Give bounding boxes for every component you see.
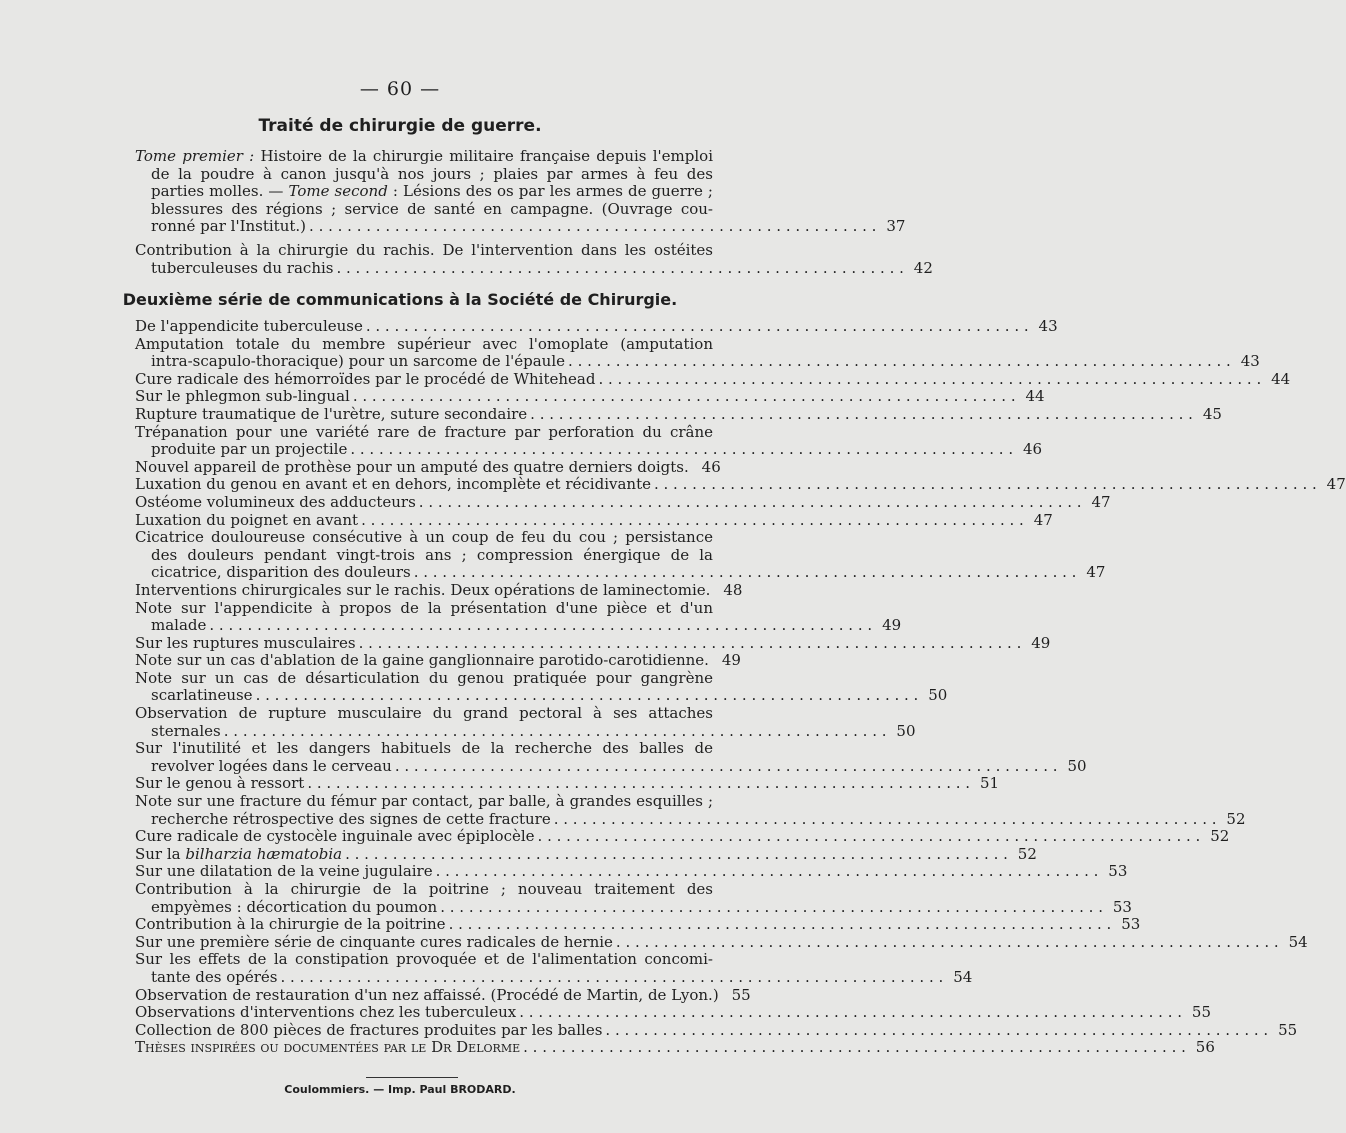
- entry-text: Sur la: [135, 844, 186, 863]
- entry-line-leader: [135, 633, 1051, 653]
- footer-rule: [366, 1077, 458, 1078]
- entry-text: Nouvel appareil de prothèse pour un amputé des quatre derniers doigts.: [135, 457, 689, 476]
- section-traite-entries: [135, 147, 933, 277]
- communications-list: [135, 317, 1346, 1057]
- entry-line: Observation de rupture musculaire du grand pectoral à ses attaches: [135, 704, 713, 723]
- section-title-deuxieme-serie: Deuxième série de communications à la Société de Chirurgie.: [122, 290, 678, 309]
- page-ref: 43: [1038, 317, 1058, 335]
- entry-text: Luxation du poignet en avant: [135, 510, 359, 529]
- entry-text: Contribution à la chirurgie de la poitrine: [135, 915, 446, 934]
- entry-line-leader: [135, 844, 1037, 864]
- page-ref: 53: [1112, 897, 1132, 916]
- entry-line-leader: [135, 404, 1222, 424]
- page-ref: 55: [1278, 1020, 1298, 1039]
- page-ref: 48: [723, 580, 743, 599]
- dot-leader: . . . . . . . . . . . . . . . . . . . . . . . . . . . . . . . . . . . . . . . . . . . . . . . . . . . . . . . . . . . . . . . . . . . . . .: [307, 774, 971, 793]
- dot-leader: . . . . . . . . . . . . . . . . . . . . . . . . . . . . . . . . . . . . . . . . . . . . . . . . . . . . . . . . . . . . . . . . . . . . . .: [553, 809, 1217, 828]
- dot-leader: . . . . . . . . . . . . . . . . . . . . . . . . . . . . . . . . . . . . . . . . . . . . . . . . . . . . . . . . . . . . . . . . . . . . . .: [615, 932, 1279, 951]
- page-ref: 51: [979, 774, 1000, 793]
- entry-text: malade: [151, 616, 207, 635]
- dot-leader: . . . . . . . . . . . . . . . . . . . . . . . . . . . . . . . . . . . . . . . . . . . . . . . . . . . . . . . . . . . . . . . . . . . . . .: [345, 844, 1008, 863]
- dot-leader: . . . . . . . . . . . . . . . . . . . . . . . . . . . . . . . . . . . . . . . . . . . . . . . . . . . . . . . . . . . . . . . . . . . . . .: [653, 475, 1317, 494]
- dot-leader: . . . . . . . . . . . . . . . . . . . . . . . . . . . . . . . . . . . . . . . . . . . . . . . . . . . . . . . . . . . . . . . . . . . . . .: [361, 510, 1024, 529]
- entry-text: Sur une première série de cinquante cures radicales de hernie: [135, 932, 613, 951]
- dot-leader: . . . . . . . . . . . . . . . . . . . . . . . . . . . . . . . . . . . . . . . . . . . . . . . . . . . . . . . . . . . . . . . . . . . . . .: [530, 404, 1193, 423]
- entry-line-leader: [135, 967, 973, 987]
- dot-leader: . . . . . . . . . . . . . . . . . . . . . . . . . . . . . . . . . . . . . . . . . . . . . . . . . . . . . . . . . . . .: [336, 258, 904, 277]
- entry-line: Contribution à la chirurgie du rachis. De l'intervention dans les ostéites: [135, 240, 713, 259]
- entry-line-leader: [135, 932, 1308, 952]
- entry-line: Sur les effets de la constipation provoquée et de l'alimentation concomi-: [135, 950, 713, 969]
- page-ref: 55: [1191, 1003, 1212, 1022]
- dot-leader: . . . . . . . . . . . . . . . . . . . . . . . . . . . . . . . . . . . . . . . . . . . . . . . . . . . . . . . . . . . . . . . . . . . . . .: [440, 897, 1103, 916]
- page-ref: 47: [1033, 510, 1053, 529]
- dot-leader: . . . . . . . . . . . . . . . . . . . . . . . . . . . . . . . . . . . . . . . . . . . . . . . . . . . . . . . . . . . . . . . . . . . . . .: [418, 492, 1082, 511]
- entry-line-leader: [135, 492, 1111, 512]
- tome-premier-label: Tome premier :: [135, 147, 255, 165]
- entry-text: Rupture traumatique de l'urètre, suture secondaire: [135, 404, 528, 423]
- entry-line-leader: [135, 352, 1260, 371]
- entry-text: Cure radicale des hémorroïdes par le procédé de Whitehead: [135, 369, 596, 388]
- entry-text: produite par un projectile: [151, 440, 348, 459]
- entry-text: parties molles. —: [151, 182, 284, 201]
- page-ref: 47: [1086, 563, 1106, 582]
- dot-leader: . . . . . . . . . . . . . . . . . . . . . . . . . . . . . . . . . . . . . . . . . . . . . . . . . . . . . . . . . . . . . . . . . . . . . .: [365, 317, 1029, 335]
- entry-text: sternales: [151, 721, 221, 740]
- entry-line-leader: [135, 1020, 1298, 1040]
- page-ref: 37: [886, 217, 906, 236]
- entry-line-leader: [135, 563, 1106, 582]
- entry-text: cicatrice, disparition des douleurs: [151, 563, 411, 582]
- entry-line: Amputation totale du membre supérieur avec l'omoplate (amputation: [135, 334, 713, 353]
- entry-line: Trépanation pour une variété rare de fracture par perforation du crâne: [135, 422, 713, 441]
- dot-leader: . . . . . . . . . . . . . . . . . . . . . . . . . . . . . . . . . . . . . . . . . . . . . . . . . . . . . . . . . . . . . . . . . . . . . .: [350, 440, 1014, 459]
- page-ref: 50: [896, 721, 916, 740]
- page-ref: 56: [1195, 1038, 1215, 1057]
- entry-text: Interventions chirurgicales sur le rachis. Deux opérations de laminectomie.: [135, 580, 711, 599]
- page-number: — 60 —: [359, 78, 441, 100]
- page-ref: 50: [928, 686, 948, 705]
- section-title-traite: Traité de chirurgie de guerre.: [258, 116, 542, 136]
- entry-line: blessures des régions ; service de santé en campagne. (Ouvrage cou-: [151, 199, 713, 218]
- entry-line: Note sur l'appendicite à propos de la présentation d'une pièce et d'un: [135, 598, 713, 617]
- entry-line-leader: [135, 258, 933, 278]
- entry-line-leader: [135, 915, 1141, 934]
- page-ref: 53: [1121, 915, 1141, 934]
- entry-text-italic: bilharzia hæmatobia: [185, 844, 343, 863]
- entry-text: Sur le genou à ressort: [135, 774, 305, 793]
- entry-text: Cure radicale de cystocèle inguinale avec épiplocèle: [135, 827, 535, 846]
- dot-leader: . . . . . . . . . . . . . . . . . . . . . . . . . . . . . . . . . . . . . . . . . . . . . . . . . . . . . . . . . . . .: [309, 217, 877, 236]
- page-ref: 49: [882, 616, 902, 635]
- entry-line-leader: [135, 457, 721, 477]
- entry-text: De l'appendicite tuberculeuse: [135, 317, 363, 335]
- entry-line-leader: [135, 510, 1053, 530]
- entry-text: recherche rétrospective des signes de cette fracture: [151, 809, 551, 828]
- entry-line: de la poudre à canon jusqu'à nos jours ; plaies par armes à feu des: [151, 164, 713, 183]
- entry-line: des douleurs pendant vingt-trois ans ; compression énergique de la: [151, 545, 713, 564]
- dot-leader: . . . . . . . . . . . . . . . . . . . . . . . . . . . . . . . . . . . . . . . . . . . . . . . . . . . . . . . . . . . . . . . . . . . . . .: [352, 387, 1016, 406]
- entry-line-leader: [135, 827, 1230, 846]
- dot-leader: . . . . . . . . . . . . . . . . . . . . . . . . . . . . . . . . . . . . . . . . . . . . . . . . . . . . . . . . . . . . . . . . . . . . . .: [255, 686, 919, 705]
- entry-text: Sur les ruptures musculaires: [135, 633, 356, 652]
- entry-text: Sur le phlegmon sub-lingual: [135, 387, 350, 406]
- entry-line: Contribution à la chirurgie de la poitrine ; nouveau traitement des: [135, 880, 713, 898]
- entry-line-leader: [135, 1003, 1212, 1022]
- dot-leader: . . . . . . . . . . . . . . . . . . . . . . . . . . . . . . . . . . . . . . . . . . . . . . . . . . . . . . . . . . . . . . . . . . . . . .: [605, 1020, 1269, 1039]
- page-ref: 46: [701, 457, 721, 476]
- dot-leader: . . . . . . . . . . . . . . . . . . . . . . . . . . . . . . . . . . . . . . . . . . . . . . . . . . . . . . . . . . . . . . . . . . . . . .: [223, 721, 887, 740]
- page-ref: 54: [1288, 932, 1308, 951]
- entry-line-leader: [135, 217, 906, 236]
- dot-leader: . . . . . . . . . . . . . . . . . . . . . . . . . . . . . . . . . . . . . . . . . . . . . . . . . . . . . . . . . . . . . . . . . . . . . .: [523, 1038, 1186, 1057]
- entry-line: Cicatrice douloureuse consécutive à un coup de feu du cou ; persistance: [135, 528, 713, 547]
- page-ref: 52: [1226, 809, 1246, 828]
- dot-leader: . . . . . . . . . . . . . . . . . . . . . . . . . . . . . . . . . . . . . . . . . . . . . . . . . . . . . . . . . . . . . . . . . . . . . .: [435, 862, 1099, 881]
- page-ref: 44: [1025, 387, 1045, 406]
- entry-text: intra-scapulo-thoracique) pour un sarcome de l'épaule: [151, 352, 566, 371]
- entry-line-leader: [135, 440, 1043, 459]
- entry-text: Luxation du genou en avant et en dehors, incomplète et récidivante: [135, 475, 651, 494]
- entry-line-leader: [135, 862, 1128, 881]
- entry-text: Ostéome volumineux des adducteurs: [135, 492, 416, 511]
- dot-leader: . . . . . . . . . . . . . . . . . . . . . . . . . . . . . . . . . . . . . . . . . . . . . . . . . . . . . . . . . . . . . . . . . . . . . .: [568, 352, 1231, 371]
- entry-line: [135, 183, 713, 201]
- dot-leader: . . . . . . . . . . . . . . . . . . . . . . . . . . . . . . . . . . . . . . . . . . . . . . . . . . . . . . . . . . . . . . . . . . . . . .: [413, 563, 1077, 582]
- entry-text: Observations d'interventions chez les tuberculeux: [135, 1003, 517, 1022]
- entry-text: : Lésions des os par les armes de guerre ;: [387, 182, 713, 201]
- entry-line-leader: [135, 475, 1346, 494]
- dot-leader: . . . . . . . . . . . . . . . . . . . . . . . . . . . . . . . . . . . . . . . . . . . . . . . . . . . . . . . . . . . . . . . . . . . . . .: [537, 827, 1201, 846]
- entry-line-leader: [135, 774, 1000, 793]
- dot-leader: . . . . . . . . . . . . . . . . . . . . . . . . . . . . . . . . . . . . . . . . . . . . . . . . . . . . . . . . . . . . . . . . . . . . . .: [598, 369, 1262, 388]
- entry-line-leader: [135, 686, 948, 705]
- entry-line-leader: [135, 721, 916, 741]
- entry-line: Note sur un cas de désarticulation du genou pratiquée pour gangrène: [135, 668, 713, 687]
- entry-line: Note sur une fracture du fémur par contact, par balle, à grandes esquilles ;: [135, 792, 713, 811]
- dot-leader: . . . . . . . . . . . . . . . . . . . . . . . . . . . . . . . . . . . . . . . . . . . . . . . . . . . . . . . . . . . . . . . . . . . . . .: [209, 616, 873, 635]
- entry-text: empyèmes : décortication du poumon: [151, 897, 438, 916]
- dot-leader: . . . . . . . . . . . . . . . . . . . . . . . . . . . . . . . . . . . . . . . . . . . . . . . . . . . . . . . . . . . . . . . . . . . . . .: [358, 633, 1022, 652]
- page-ref: 44: [1271, 369, 1291, 388]
- page-ref: 49: [1031, 633, 1051, 652]
- entry-text: scarlatineuse: [151, 686, 253, 705]
- entry-line-leader: [135, 1038, 1215, 1057]
- page-ref: 43: [1240, 352, 1260, 371]
- page-ref: 54: [953, 967, 973, 986]
- page-ref: 42: [913, 258, 933, 277]
- entry-text: Thèses inspirées ou documentées par le Dr Delorme: [135, 1038, 521, 1057]
- entry-line-leader: [135, 985, 751, 1005]
- tome-second-label: Tome second: [288, 182, 388, 201]
- entry-text: tuberculeuses du rachis: [151, 258, 334, 277]
- page-ref: 45: [1202, 404, 1222, 423]
- page-ref: 47: [1326, 475, 1346, 494]
- dot-leader: . . . . . . . . . . . . . . . . . . . . . . . . . . . . . . . . . . . . . . . . . . . . . . . . . . . . . . . . . . . . . . . . . . . . . .: [448, 915, 1112, 934]
- entry-text: Histoire de la chirurgie militaire française depuis l'emploi: [254, 147, 713, 165]
- entry-line-leader: [135, 369, 1291, 389]
- entry-line-leader: [135, 387, 1045, 406]
- printer-footer: Coulommiers. — Imp. Paul BRODARD.: [284, 1083, 516, 1096]
- dot-leader: . . . . . . . . . . . . . . . . . . . . . . . . . . . . . . . . . . . . . . . . . . . . . . . . . . . . . . . . . . . . . . . . . . . . . .: [280, 967, 944, 986]
- page-ref: 47: [1091, 492, 1111, 511]
- entry-text: tante des opérés: [151, 967, 278, 986]
- entry-line-leader: [135, 616, 902, 635]
- entry-line: Sur l'inutilité et les dangers habituels de la recherche des balles de: [135, 739, 713, 758]
- entry-text: Note sur un cas d'ablation de la gaine ganglionnaire parotido-carotidienne.: [135, 651, 709, 670]
- page-ref: 52: [1017, 844, 1037, 863]
- entry-line-leader: [135, 651, 741, 670]
- entry-text: Observation de restauration d'un nez affaissé. (Procédé de Martin, de Lyon.): [135, 985, 719, 1004]
- entry-line-leader: [135, 317, 1058, 336]
- page-ref: 52: [1210, 827, 1230, 846]
- dot-leader: . . . . . . . . . . . . . . . . . . . . . . . . . . . . . . . . . . . . . . . . . . . . . . . . . . . . . . . . . . . . . . . . . . . . . .: [519, 1003, 1183, 1022]
- entry-line-leader: [135, 809, 1246, 829]
- entry-text: revolver logées dans le cerveau: [151, 756, 392, 775]
- dot-leader: . . . . . . . . . . . . . . . . . . . . . . . . . . . . . . . . . . . . . . . . . . . . . . . . . . . . . . . . . . . . . . . . . . . . . .: [394, 756, 1058, 775]
- entry-text: ronné par l'Institut.): [151, 217, 307, 236]
- page-ref: 55: [731, 985, 751, 1004]
- page-ref: 49: [721, 651, 741, 670]
- entry-line-leader: [135, 897, 1132, 917]
- entry-text: Collection de 800 pièces de fractures produites par les balles: [135, 1020, 603, 1039]
- entry-line-leader: [135, 756, 1087, 776]
- entry-line: [135, 148, 713, 166]
- page-ref: 53: [1108, 862, 1128, 881]
- page-ref: 46: [1023, 440, 1043, 459]
- page-ref: 50: [1067, 756, 1087, 775]
- entry-text: Sur une dilatation de la veine jugulaire: [135, 862, 433, 881]
- entry-line-leader: [135, 580, 743, 600]
